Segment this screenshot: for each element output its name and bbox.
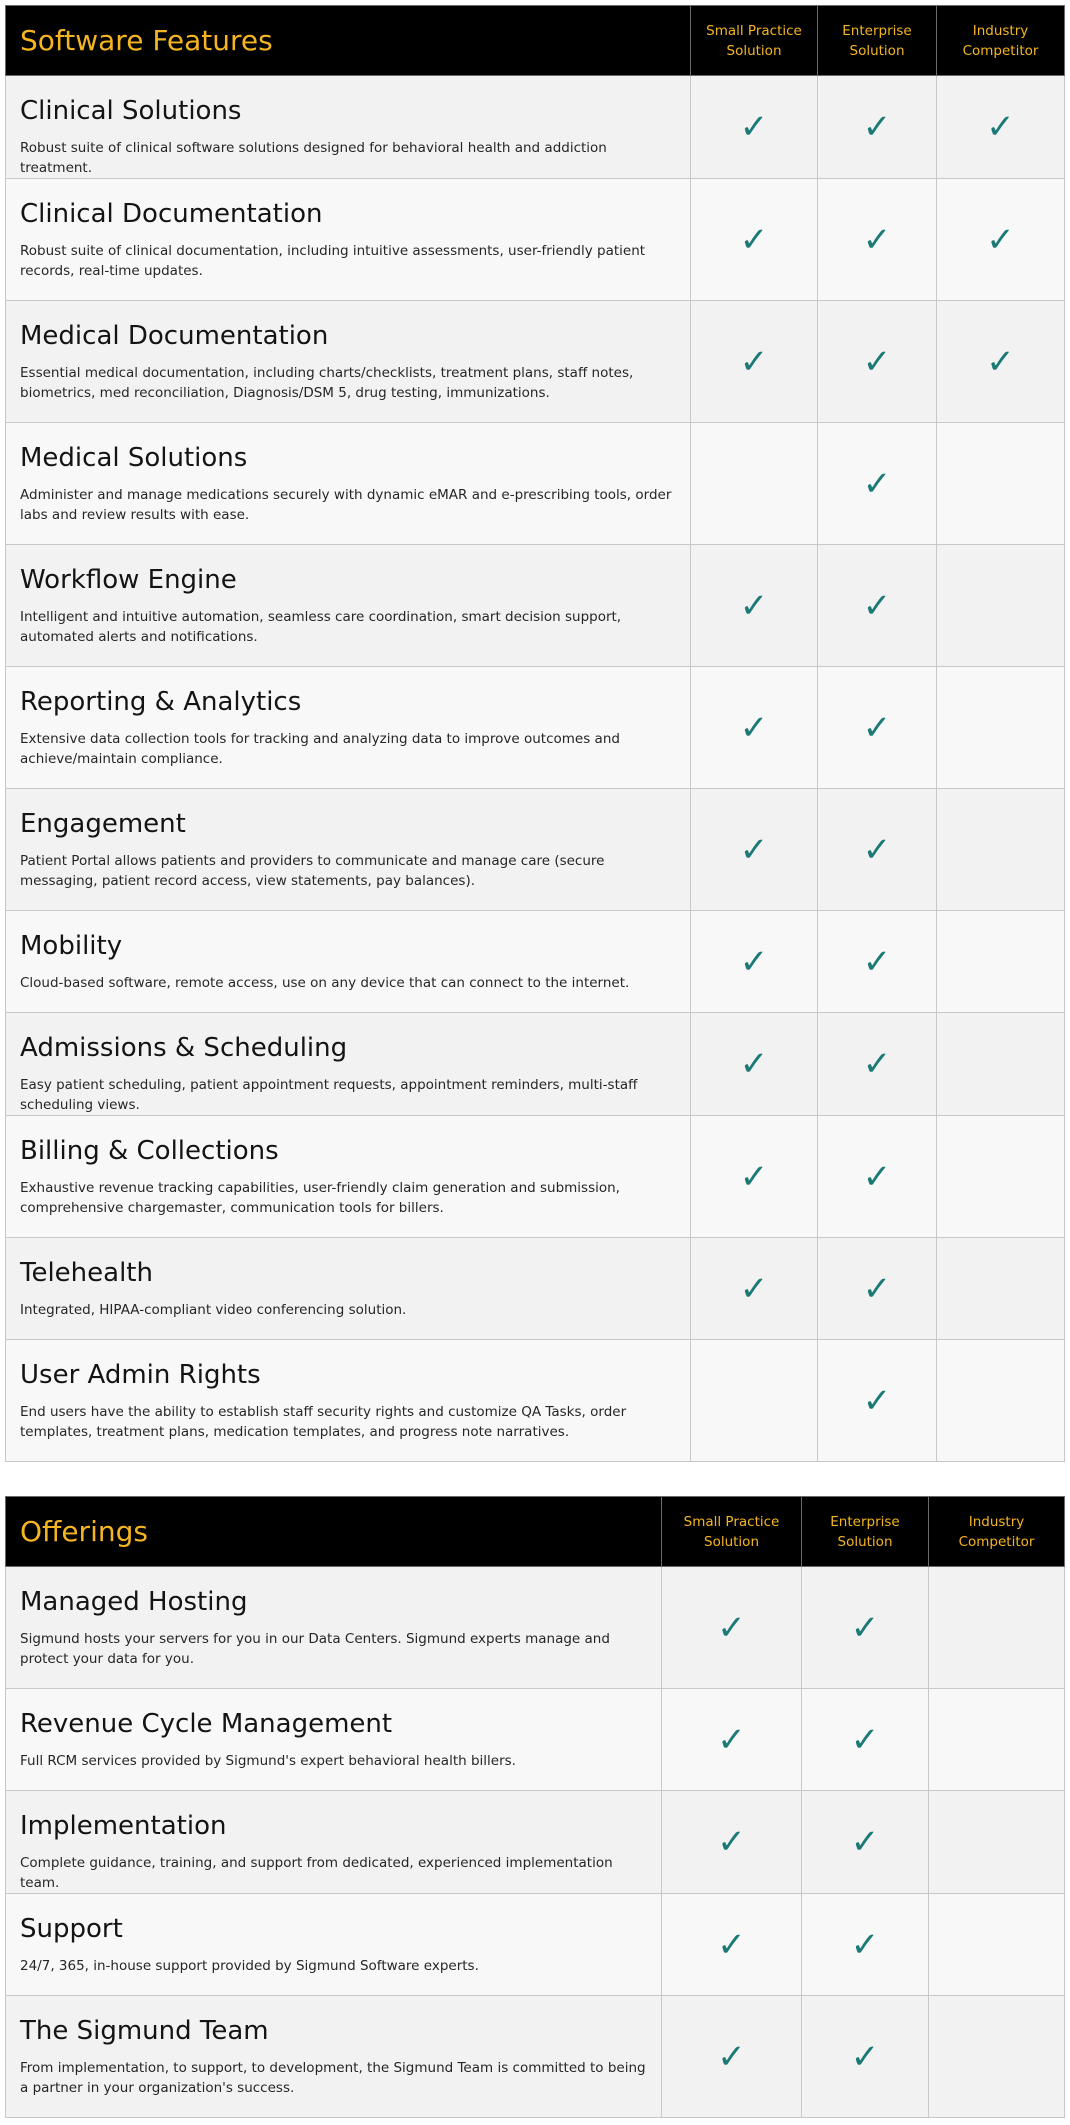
feature-description: Complete guidance, training, and support from dedicated, experienced implementation team. [20, 1855, 613, 1891]
checkmark-icon: ✓ [862, 219, 892, 260]
availability-cell-industry-competitor [937, 423, 1065, 545]
availability-cell-enterprise [818, 1116, 937, 1238]
availability-cell-small-practice [662, 1567, 802, 1689]
checkmark-icon: ✓ [862, 107, 892, 147]
checkmark-icon: ✓ [717, 1719, 746, 1760]
feature-row-revenue-cycle-management [6, 1689, 1065, 1791]
availability-cell-small-practice [662, 1791, 802, 1894]
availability-cell-small-practice [691, 179, 818, 301]
availability-cell-enterprise [802, 1996, 929, 2118]
availability-cell-industry-competitor [937, 545, 1065, 667]
availability-cell-industry-competitor [937, 179, 1065, 301]
feature-cell [6, 423, 691, 545]
section-title: Software Features [6, 6, 691, 76]
availability-cell-enterprise [802, 1567, 929, 1689]
software-features-table [5, 5, 1065, 1462]
availability-cell-small-practice [691, 667, 818, 789]
availability-cell-enterprise [818, 911, 937, 1013]
availability-cell-small-practice [691, 789, 818, 911]
column-header-small-practice: Small Practice Solution [691, 6, 818, 76]
feature-name: Medical Documentation [20, 321, 329, 351]
availability-cell-small-practice [691, 76, 818, 179]
feature-row-telehealth [6, 1238, 1065, 1340]
availability-cell-enterprise [818, 789, 937, 911]
feature-description: Extensive data collection tools for tracking and analyzing data to improve outcomes and achieve/maintain compliance. [20, 731, 620, 767]
availability-cell-industry-competitor [929, 1996, 1065, 2118]
feature-row-support [6, 1894, 1065, 1996]
feature-cell [6, 76, 691, 179]
feature-name: Mobility [20, 931, 123, 961]
feature-name: Telehealth [20, 1258, 153, 1288]
checkmark-icon: ✓ [850, 1924, 880, 1965]
feature-row-clinical-documentation [6, 179, 1065, 301]
availability-cell-industry-competitor [929, 1689, 1065, 1791]
feature-description: Robust suite of clinical software solutions designed for behavioral health and addiction treatment. [20, 140, 607, 176]
feature-name: Clinical Solutions [20, 96, 242, 126]
feature-name: Managed Hosting [20, 1587, 248, 1617]
checkmark-icon: ✓ [850, 1719, 880, 1760]
checkmark-icon: ✓ [850, 1607, 880, 1648]
checkmark-icon: ✓ [862, 829, 892, 870]
feature-cell [6, 545, 691, 667]
feature-description: End users have the ability to establish staff security rights and customize QA Tasks, order templates, treatment plans, medication templates, and progress note narratives. [20, 1404, 627, 1440]
availability-cell-small-practice [691, 545, 818, 667]
checkmark-icon: ✓ [862, 1156, 892, 1197]
feature-description: Integrated, HIPAA-compliant video conferencing solution. [20, 1302, 407, 1318]
feature-name: User Admin Rights [20, 1360, 261, 1390]
column-header-small-practice: Small Practice Solution [662, 1497, 802, 1567]
feature-name: Admissions & Scheduling [20, 1033, 348, 1063]
feature-cell [6, 179, 691, 301]
feature-name: Support [20, 1914, 123, 1944]
availability-cell-enterprise [802, 1894, 929, 1996]
section-title: Offerings [6, 1497, 662, 1567]
feature-description: Exhaustive revenue tracking capabilities, user-friendly claim generation and submission, comprehensive chargemaster, communication tools for billers. [20, 1180, 620, 1216]
table-header-row [6, 6, 1065, 76]
feature-row-implementation [6, 1791, 1065, 1894]
availability-cell-enterprise [818, 423, 937, 545]
availability-cell-small-practice [662, 1689, 802, 1791]
checkmark-icon: ✓ [717, 1924, 746, 1965]
availability-cell-enterprise [802, 1689, 929, 1791]
feature-row-workflow-engine [6, 545, 1065, 667]
feature-cell [6, 1689, 662, 1791]
availability-cell-industry-competitor [937, 1340, 1065, 1462]
checkmark-icon: ✓ [862, 1380, 892, 1421]
checkmark-icon: ✓ [862, 1268, 892, 1309]
column-header-industry-competitor: Industry Competitor [929, 1497, 1065, 1567]
offerings-table [5, 1496, 1065, 2118]
feature-row-mobility [6, 911, 1065, 1013]
availability-cell-small-practice [691, 911, 818, 1013]
availability-cell-industry-competitor [929, 1894, 1065, 1996]
checkmark-icon: ✓ [739, 585, 769, 626]
availability-cell-industry-competitor [929, 1567, 1065, 1689]
availability-cell-small-practice [691, 423, 818, 545]
feature-description: Essential medical documentation, including charts/checklists, treatment plans, staff notes, biometrics, med reconciliation, Diagnosis/DSM 5, drug testing, immunizations. [20, 365, 634, 401]
table-header-row [6, 1497, 1065, 1567]
feature-cell [6, 1996, 662, 2118]
feature-cell [6, 1013, 691, 1116]
checkmark-icon: ✓ [739, 941, 769, 982]
feature-cell [6, 1791, 662, 1894]
availability-cell-enterprise [818, 667, 937, 789]
feature-description: Patient Portal allows patients and providers to communicate and manage care (secure messaging, patient record access, view statements, pay balances). [20, 853, 605, 889]
column-header-enterprise: Enterprise Solution [802, 1497, 929, 1567]
availability-cell-industry-competitor [937, 667, 1065, 789]
checkmark-icon: ✓ [850, 2036, 880, 2077]
checkmark-icon: ✓ [717, 2036, 746, 2077]
checkmark-icon: ✓ [739, 107, 769, 147]
feature-cell [6, 667, 691, 789]
availability-cell-enterprise [818, 1340, 937, 1462]
checkmark-icon: ✓ [862, 941, 892, 982]
feature-name: Billing & Collections [20, 1136, 279, 1166]
feature-name: Implementation [20, 1811, 227, 1841]
availability-cell-industry-competitor [937, 911, 1065, 1013]
availability-cell-industry-competitor [937, 789, 1065, 911]
availability-cell-industry-competitor [937, 1013, 1065, 1116]
checkmark-icon: ✓ [986, 341, 1015, 382]
feature-description: Easy patient scheduling, patient appointment requests, appointment reminders, multi-staff scheduling views. [20, 1077, 638, 1113]
checkmark-icon: ✓ [739, 219, 769, 260]
feature-row-engagement [6, 789, 1065, 911]
availability-cell-industry-competitor [929, 1791, 1065, 1894]
checkmark-icon: ✓ [717, 1607, 746, 1648]
feature-description: 24/7, 365, in-house support provided by Sigmund Software experts. [20, 1958, 479, 1974]
feature-row-clinical-solutions [6, 76, 1065, 179]
availability-cell-small-practice [691, 1340, 818, 1462]
feature-cell [6, 1238, 691, 1340]
feature-description: Full RCM services provided by Sigmund's expert behavioral health billers. [20, 1753, 516, 1769]
feature-cell [6, 1894, 662, 1996]
feature-description: Robust suite of clinical documentation, including intuitive assessments, user-friendly patient records, real-time updates. [20, 243, 646, 279]
feature-name: Revenue Cycle Management [20, 1709, 393, 1739]
feature-description: Cloud-based software, remote access, use on any device that can connect to the internet. [20, 975, 630, 991]
availability-cell-enterprise [818, 301, 937, 423]
availability-cell-enterprise [818, 545, 937, 667]
feature-name: The Sigmund Team [20, 2016, 269, 2046]
availability-cell-industry-competitor [937, 1116, 1065, 1238]
feature-cell [6, 301, 691, 423]
checkmark-icon: ✓ [850, 1822, 880, 1862]
availability-cell-industry-competitor [937, 1238, 1065, 1340]
checkmark-icon: ✓ [862, 463, 892, 504]
feature-name: Clinical Documentation [20, 199, 323, 229]
feature-description: Intelligent and intuitive automation, seamless care coordination, smart decision support, automated alerts and notifications. [20, 609, 622, 645]
availability-cell-small-practice [691, 1013, 818, 1116]
feature-row-reporting-and-analytics [6, 667, 1065, 789]
availability-cell-enterprise [818, 1238, 937, 1340]
checkmark-icon: ✓ [739, 1156, 769, 1197]
feature-row-admissions-and-scheduling [6, 1013, 1065, 1116]
feature-cell [6, 1116, 691, 1238]
availability-cell-small-practice [691, 1238, 818, 1340]
availability-cell-industry-competitor [937, 76, 1065, 179]
availability-cell-enterprise [818, 1013, 937, 1116]
feature-row-medical-documentation [6, 301, 1065, 423]
feature-name: Workflow Engine [20, 565, 237, 595]
feature-row-medical-solutions [6, 423, 1065, 545]
checkmark-icon: ✓ [739, 707, 769, 748]
feature-description: Sigmund hosts your servers for you in our Data Centers. Sigmund experts manage and protect your data for you. [20, 1631, 610, 1667]
feature-row-billing-and-collections [6, 1116, 1065, 1238]
feature-cell [6, 789, 691, 911]
availability-cell-small-practice [662, 1996, 802, 2118]
checkmark-icon: ✓ [986, 219, 1015, 260]
feature-description: From implementation, to support, to development, the Sigmund Team is committed to being a partner in your organization's success. [20, 2060, 646, 2096]
feature-cell [6, 1340, 691, 1462]
feature-name: Medical Solutions [20, 443, 248, 473]
checkmark-icon: ✓ [739, 1044, 769, 1084]
column-header-industry-competitor: Industry Competitor [937, 6, 1065, 76]
checkmark-icon: ✓ [739, 1268, 769, 1309]
checkmark-icon: ✓ [862, 1044, 892, 1084]
feature-description: Administer and manage medications securely with dynamic eMAR and e-prescribing tools, order labs and review results with ease. [20, 487, 672, 523]
checkmark-icon: ✓ [986, 107, 1015, 147]
feature-name: Engagement [20, 809, 186, 839]
checkmark-icon: ✓ [717, 1822, 746, 1862]
feature-cell [6, 911, 691, 1013]
availability-cell-enterprise [818, 76, 937, 179]
availability-cell-small-practice [662, 1894, 802, 1996]
column-header-enterprise: Enterprise Solution [818, 6, 937, 76]
availability-cell-enterprise [818, 179, 937, 301]
feature-name: Reporting & Analytics [20, 687, 302, 717]
feature-row-user-admin-rights [6, 1340, 1065, 1462]
checkmark-icon: ✓ [739, 341, 769, 382]
availability-cell-small-practice [691, 1116, 818, 1238]
checkmark-icon: ✓ [862, 341, 892, 382]
checkmark-icon: ✓ [862, 707, 892, 748]
availability-cell-small-practice [691, 301, 818, 423]
checkmark-icon: ✓ [862, 585, 892, 626]
checkmark-icon: ✓ [739, 829, 769, 870]
availability-cell-enterprise [802, 1791, 929, 1894]
feature-cell [6, 1567, 662, 1689]
feature-row-managed-hosting [6, 1567, 1065, 1689]
availability-cell-industry-competitor [937, 301, 1065, 423]
feature-row-the-sigmund-team [6, 1996, 1065, 2118]
